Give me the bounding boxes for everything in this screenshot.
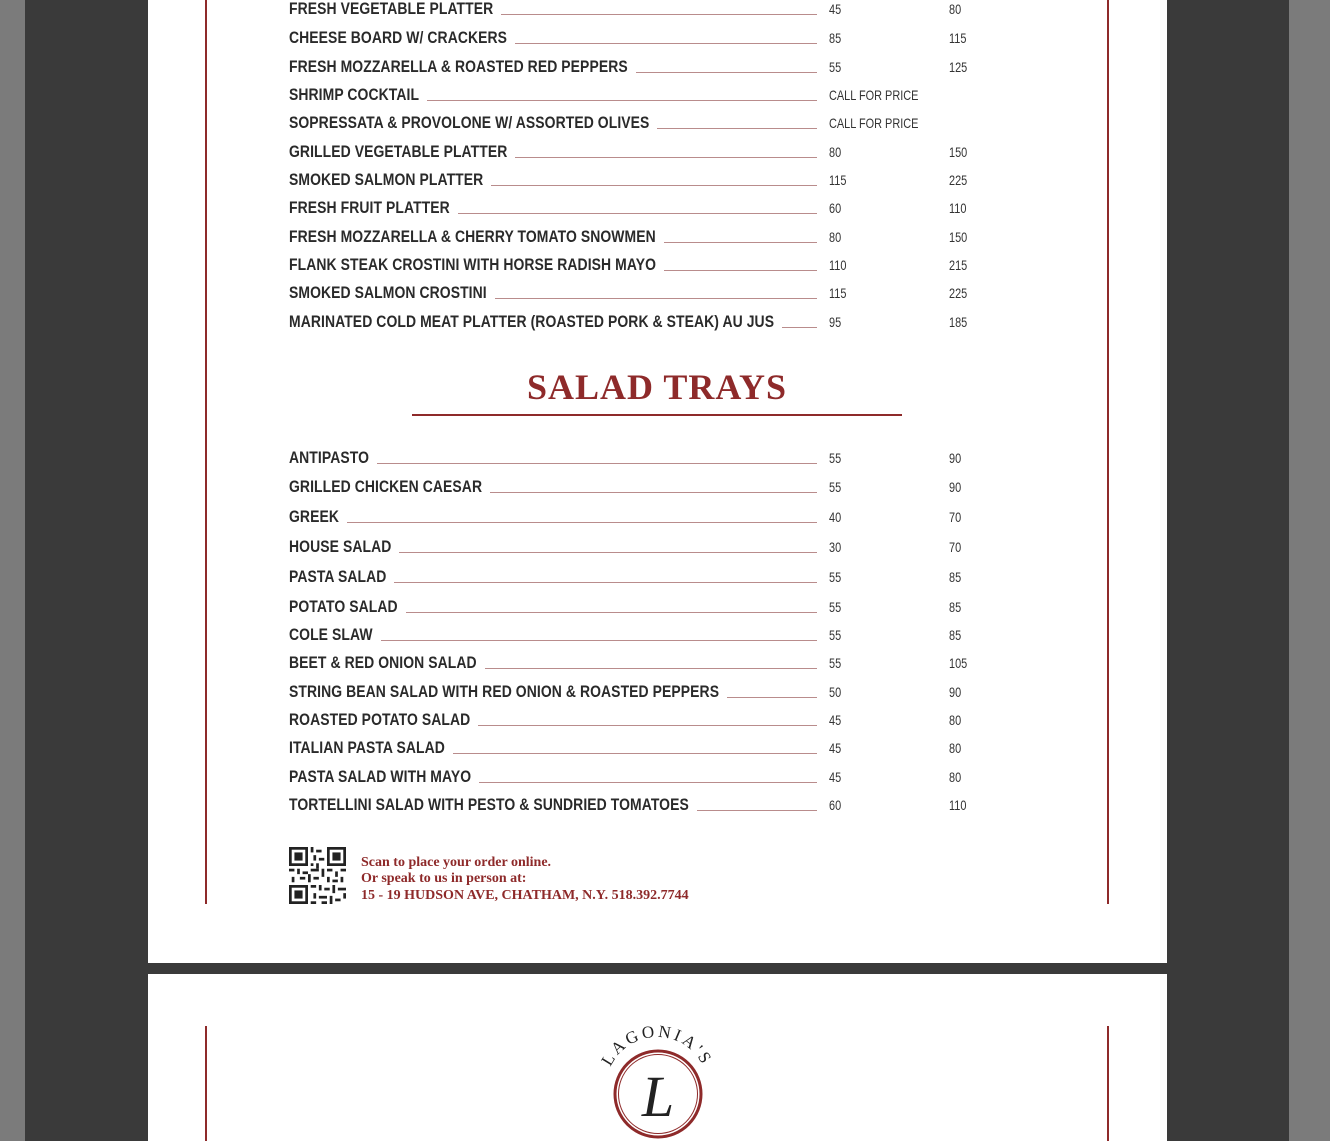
leader-line	[485, 668, 817, 669]
logo-brand-text: LAGONIA'S	[597, 1024, 717, 1070]
leader-line	[501, 14, 817, 15]
price-small: 115	[829, 172, 847, 188]
price-large: 85	[949, 569, 962, 585]
menu-item-name: CHEESE BOARD W/ CRACKERS	[289, 28, 508, 47]
price-small: 45	[829, 740, 842, 756]
price-large: 90	[949, 684, 962, 700]
price-small: 55	[829, 59, 842, 75]
price-small: 110	[829, 257, 847, 273]
viewer-right-edge	[1289, 0, 1330, 1141]
menu-item-name: GREEK	[289, 507, 339, 526]
price-small: 85	[829, 30, 842, 46]
price-large: 70	[949, 509, 962, 525]
leader-line	[491, 185, 817, 186]
price-small: 60	[829, 200, 842, 216]
menu-page-2	[148, 974, 1167, 1141]
logo-monogram: L	[641, 1064, 675, 1129]
menu-item-name: SHRIMP COCKTAIL	[289, 85, 420, 104]
price-small: 80	[829, 229, 842, 245]
leader-line	[657, 128, 817, 129]
lagonias-logo	[592, 1024, 722, 1141]
leader-line	[515, 157, 817, 158]
price-small: 55	[829, 450, 842, 466]
leader-line	[636, 72, 817, 73]
menu-item-name: PASTA SALAD	[289, 567, 387, 586]
leader-line	[381, 640, 817, 641]
menu-item-name: HOUSE SALAD	[289, 537, 392, 556]
footer-speak-text: Or speak to us in person at:	[361, 871, 527, 886]
section-title-salad-trays: SALAD TRAYS	[526, 367, 788, 407]
price-small: 95	[829, 314, 842, 330]
leader-line	[406, 612, 817, 613]
price-small: 45	[829, 712, 842, 728]
price-small: 55	[829, 479, 842, 495]
price-small: CALL FOR PRICE	[829, 115, 919, 131]
menu-item-name: GRILLED CHICKEN CAESAR	[289, 477, 483, 496]
leader-line	[515, 43, 817, 44]
qr-code-icon[interactable]	[289, 847, 346, 904]
price-large: 80	[949, 740, 962, 756]
price-small: 40	[829, 509, 842, 525]
menu-item-name: STRING BEAN SALAD WITH RED ONION & ROASTED PEPPERS	[289, 682, 720, 701]
price-large: 110	[949, 200, 967, 216]
menu-item-name: PASTA SALAD WITH MAYO	[289, 767, 472, 786]
leader-line	[479, 782, 817, 783]
menu-item-name: GRILLED VEGETABLE PLATTER	[289, 142, 508, 161]
leader-line	[664, 242, 817, 243]
price-large: 215	[949, 257, 968, 273]
menu-item-name: SOPRESSATA & PROVOLONE W/ ASSORTED OLIVES	[289, 113, 650, 132]
menu-page-1	[148, 0, 1167, 963]
menu-item-name: ITALIAN PASTA SALAD	[289, 738, 445, 757]
price-large: 185	[949, 314, 968, 330]
price-large: 150	[949, 144, 968, 160]
price-small: 45	[829, 769, 842, 785]
leader-line	[495, 298, 817, 299]
leader-line	[347, 522, 817, 523]
menu-item-name: FRESH MOZZARELLA & CHERRY TOMATO SNOWMEN	[289, 227, 656, 246]
menu-item-name: COLE SLAW	[289, 625, 373, 644]
price-large: 110	[949, 797, 967, 813]
price-small: 50	[829, 684, 842, 700]
price-small: 115	[829, 285, 847, 301]
leader-line	[490, 492, 817, 493]
viewer-left-edge	[0, 0, 25, 1141]
price-small: 45	[829, 1, 842, 17]
price-small: 80	[829, 144, 842, 160]
page2-border-right	[1107, 1026, 1109, 1141]
footer-scan-text: Scan to place your order online.	[361, 855, 552, 870]
leader-line	[478, 725, 817, 726]
leader-line	[453, 753, 817, 754]
price-large: 225	[949, 285, 968, 301]
menu-item-name: SMOKED SALMON CROSTINI	[289, 283, 487, 302]
section-title-rule	[412, 414, 902, 416]
leader-line	[664, 270, 817, 271]
menu-item-name: ROASTED POTATO SALAD	[289, 710, 471, 729]
menu-item-name: TORTELLINI SALAD WITH PESTO & SUNDRIED TOMATOES	[289, 795, 689, 814]
leader-line	[377, 463, 817, 464]
leader-line	[458, 213, 817, 214]
menu-item-name: FLANK STEAK CROSTINI WITH HORSE RADISH MAYO	[289, 255, 657, 274]
menu-item-name: FRESH MOZZARELLA & ROASTED RED PEPPERS	[289, 57, 628, 76]
menu-item-name: FRESH FRUIT PLATTER	[289, 198, 450, 217]
footer-address: 15 - 19 HUDSON AVE, CHATHAM, N.Y. 518.392.7744	[361, 888, 689, 903]
price-large: 80	[949, 712, 962, 728]
page2-border-left	[205, 1026, 207, 1141]
price-large: 70	[949, 539, 962, 555]
price-large: 105	[949, 655, 968, 671]
price-large: 125	[949, 59, 968, 75]
price-large: 85	[949, 627, 962, 643]
page-border-left	[205, 0, 207, 904]
price-large: 225	[949, 172, 968, 188]
leader-line	[727, 697, 817, 698]
price-small: 55	[829, 627, 842, 643]
page-border-right	[1107, 0, 1109, 904]
menu-item-name: SMOKED SALMON PLATTER	[289, 170, 484, 189]
price-small: CALL FOR PRICE	[829, 87, 919, 103]
price-large: 80	[949, 1, 962, 17]
price-large: 85	[949, 599, 962, 615]
price-large: 90	[949, 450, 962, 466]
price-small: 55	[829, 599, 842, 615]
price-large: 115	[949, 30, 967, 46]
price-large: 90	[949, 479, 962, 495]
menu-item-name: MARINATED COLD MEAT PLATTER (ROASTED PORK & STEAK) AU JUS	[289, 312, 775, 331]
menu-item-name: BEET & RED ONION SALAD	[289, 653, 477, 672]
menu-item-name: ANTIPASTO	[289, 448, 370, 467]
leader-line	[399, 552, 817, 553]
menu-item-name: POTATO SALAD	[289, 597, 398, 616]
price-large: 80	[949, 769, 962, 785]
price-small: 60	[829, 797, 842, 813]
leader-line	[427, 100, 817, 101]
price-large: 150	[949, 229, 968, 245]
menu-item-name: FRESH VEGETABLE PLATTER	[289, 0, 494, 18]
leader-line	[394, 582, 817, 583]
leader-line	[782, 327, 817, 328]
price-small: 55	[829, 569, 842, 585]
price-small: 55	[829, 655, 842, 671]
leader-line	[697, 810, 817, 811]
price-small: 30	[829, 539, 842, 555]
